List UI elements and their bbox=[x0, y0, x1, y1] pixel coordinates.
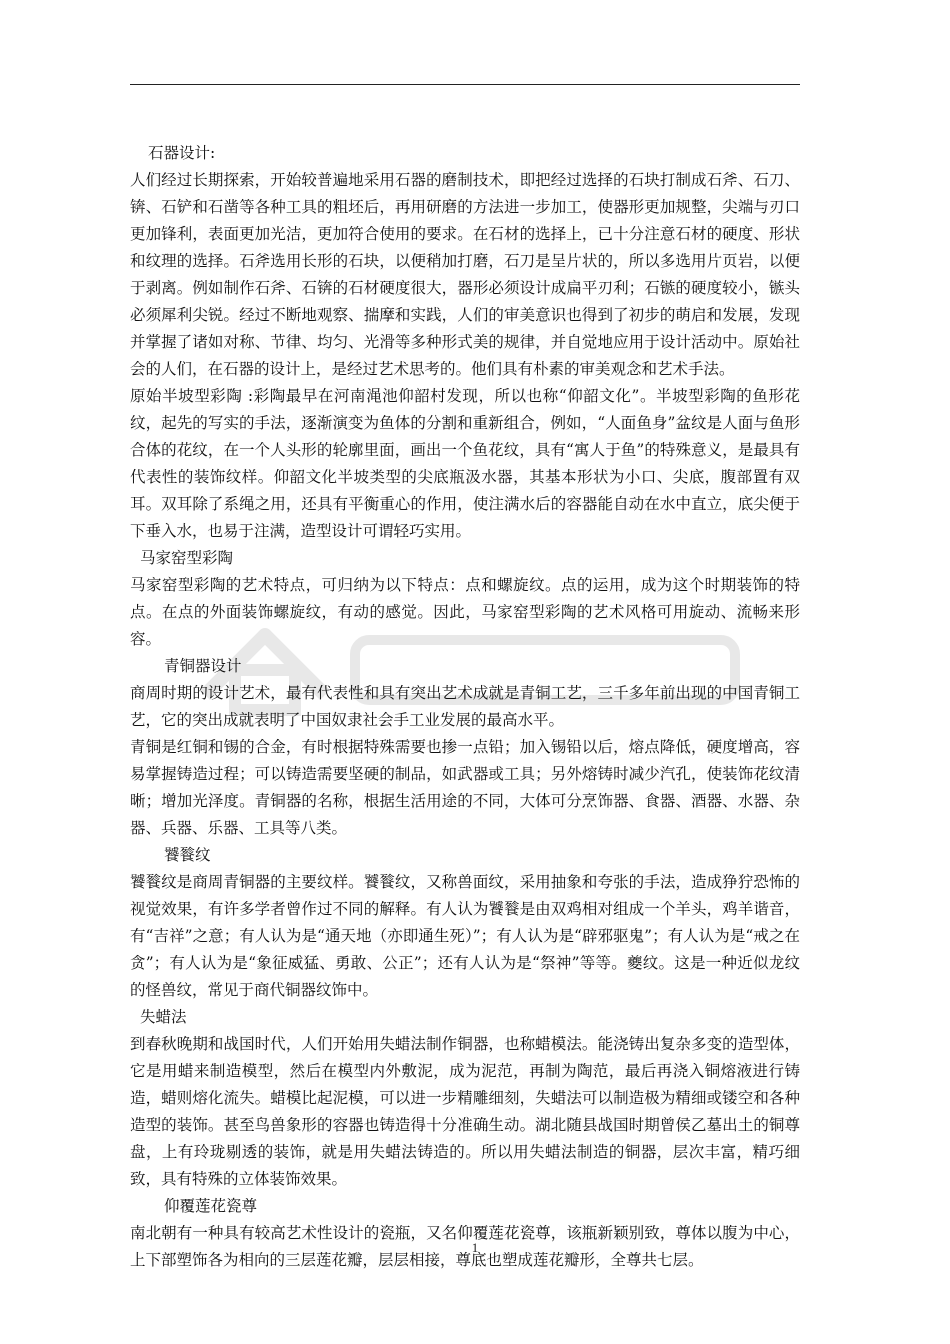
section-heading-stone: 石器设计: bbox=[148, 144, 216, 162]
section-heading-majiayao: 马家窑型彩陶 bbox=[140, 549, 234, 567]
paragraph: 马家窑型彩陶的艺术特点，可归纳为以下特点：点和螺旋纹。点的运用，成为这个时期装饰的特点。在点的外面装饰螺旋纹，有动的感觉。因此，马家窑型彩陶的艺术风格可用旋动、流畅来形容。 bbox=[130, 576, 800, 648]
section-heading-lotus-zun: 仰覆莲花瓷尊 bbox=[164, 1197, 258, 1215]
document-body bbox=[130, 140, 800, 1274]
paragraph: 南北朝有一种具有较高艺术性设计的瓷瓶，又名仰覆莲花瓷尊，该瓶新颖别致，尊体以腹为中心，上下部塑饰各为相向的三层莲花瓣，层层相接，尊底也塑成莲花瓣形，全尊共七层。 bbox=[130, 1224, 800, 1269]
section-heading-lost-wax: 失蜡法 bbox=[140, 1008, 187, 1026]
paragraph: 到春秋晚期和战国时代，人们开始用失蜡法制作铜器，也称蜡模法。能浇铸出复杂多变的造型体，它是用蜡来制造模型，然后在模型内外敷泥，成为泥范，再制为陶范，最后再浇入铜熔液进行铸造，蜡则熔化流失。蜡模比起泥模，可以进一步精雕细刻，失蜡法可以制造极为精细或镂空和各种造型的装饰。甚至鸟兽象形的容器也铸造得十分准确生动。湖北随县战国时期曾侯乙墓出土的铜尊盘，上有玲珑剔透的装饰，就是用失蜡法铸造的。所以用失蜡法制造的铜器，层次丰富，精巧细致，具有特殊的立体装饰效果。 bbox=[130, 1035, 800, 1188]
paragraph: 人们经过长期探索，开始较普遍地采用石器的磨制技术，即把经过选择的石块打制成石斧、石刀、锛、石铲和石凿等各种工具的粗坯后，再用研磨的方法进一步加工，使器形更加规整，尖端与刃口更加锋利，表面更加光洁，更加符合使用的要求。在石材的选择上，已十分注意石材的硬度、形状和纹理的选择。石斧选用长形的石块，以便稍加打磨，石刀是呈片状的，所以多选用片页岩，以便于剥离。例如制作石斧、石锛的石材硬度很大，器形必须设计成扁平刃利；石镞的硬度较小，镞头必须犀利尖锐。经过不断地观察、揣摩和实践，人们的审美意识也得到了初步的萌启和发展，发现并掌握了诸如对称、节律、均匀、光滑等多种形式美的规律，并自觉地应用于设计活动中。原始社会的人们，在石器的设计上，是经过艺术思考的。他们具有朴素的审美观念和艺术手法。 bbox=[130, 171, 800, 378]
paragraph: 商周时期的设计艺术，最有代表性和具有突出艺术成就是青铜工艺，三千多年前出现的中国青铜工艺，它的突出成就表明了中国奴隶社会手工业发展的最高水平。 bbox=[130, 684, 800, 729]
section-heading-taotie: 饕餮纹 bbox=[164, 846, 211, 864]
page-number: 1 bbox=[471, 1240, 479, 1255]
paragraph: 原始半坡型彩陶 :彩陶最早在河南渑池仰韶村发现，所以也称“仰韶文化”。半坡型彩陶的鱼形花纹，起先的写实的手法，逐渐演变为鱼体的分割和重新组合，例如，“人面鱼身”盆纹是人面与鱼形合体的花纹，在一个人头形的轮廓里面，画出一个鱼花纹，具有“寓人于鱼”的特殊意义，是最具有代表性的装饰纹样。仰韶文化半坡类型的尖底瓶汲水器，其基本形状为小口、尖底，腹部置有双耳。双耳除了系绳之用，还具有平衡重心的作用，使注满水后的容器能自动在水中直立，底尖便于下垂入水，也易于注满，造型设计可谓轻巧实用。 bbox=[130, 387, 800, 540]
paragraph: 饕餮纹是商周青铜器的主要纹样。饕餮纹，又称兽面纹，采用抽象和夸张的手法，造成狰狞恐怖的视觉效果，有许多学者曾作过不同的解释。有人认为饕餮是由双鸡相对组成一个羊头，鸡羊谐音，有“吉祥”之意；有人认为是“通天地（亦即通生死）”；有人认为是“辟邪驱鬼”；有人认为是“戒之在贪”；有人认为是“象征威猛、勇敢、公正”；还有人认为是“祭神”等等。夔纹。这是一种近似龙纹的怪兽纹，常见于商代铜器纹饰中。 bbox=[130, 873, 800, 999]
paragraph: 青铜是红铜和锡的合金，有时根据特殊需要也掺一点铅；加入锡铅以后，熔点降低，硬度增高，容易掌握铸造过程；可以铸造需要坚硬的制品，如武器或工具；另外熔铸时减少汽孔，使装饰花纹清晰；增加光泽度。青铜器的名称，根据生活用途的不同，大体可分烹饰器、食器、酒器、水器、杂器、兵器、乐器、工具等八类。 bbox=[130, 738, 800, 837]
header-rule bbox=[130, 84, 800, 85]
section-heading-bronze: 青铜器设计 bbox=[164, 657, 242, 675]
